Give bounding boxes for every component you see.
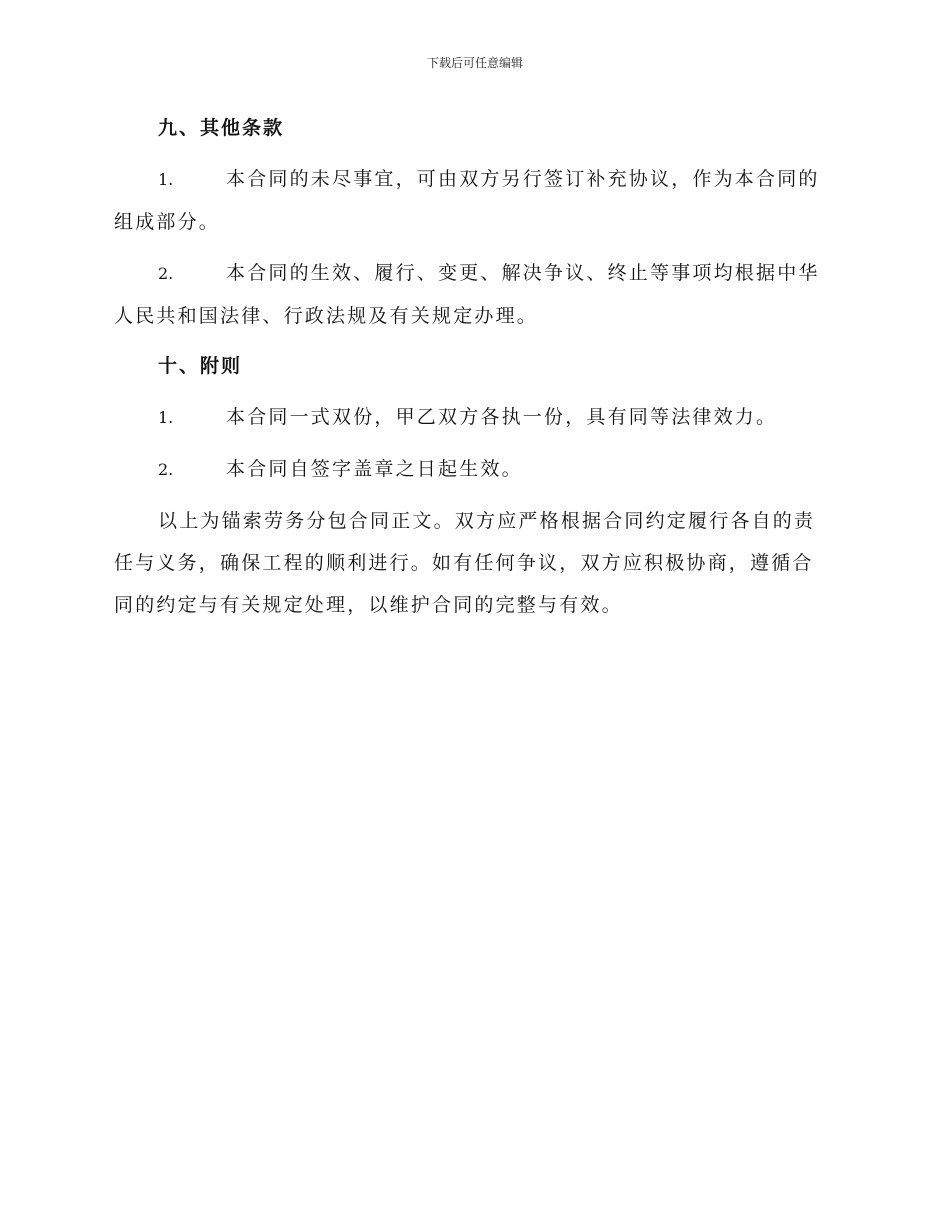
list-item [114,396,832,439]
item-text: 本合同的生效、履行、变更、解决争议、终止等事项均根据中华人民共和国法律、行政法规及有关规定办理。 [114,262,820,327]
list-item [114,448,832,491]
item-text: 本合同自签字盖章之日起生效。 [226,458,523,480]
item-text: 本合同的未尽事宜，可由双方另行签订补充协议，作为本合同的组成部分。 [114,168,820,233]
section-heading-other-terms: 九、其他条款 [158,117,285,139]
item-text: 本合同一式双份，甲乙双方各执一份，具有同等法律效力。 [226,406,778,428]
item-number: 1. [158,408,174,427]
item-number: 2. [158,460,174,479]
list-item [114,252,832,337]
closing-paragraph: 以上为锚索劳务分包合同正文。双方应严格根据合同约定履行各自的责任与义务，确保工程的顺利进行。如有任何争议，双方应积极协商，遵循合同的约定与有关规定处理，以维护合同的完整与有效。 [114,510,816,616]
item-number: 2. [158,264,174,283]
item-number: 1. [158,170,174,189]
list-item [114,158,832,243]
section-heading-supplementary: 十、附则 [158,355,243,377]
document-body [114,108,832,626]
page-header: 下载后可任意编辑 [426,56,523,70]
